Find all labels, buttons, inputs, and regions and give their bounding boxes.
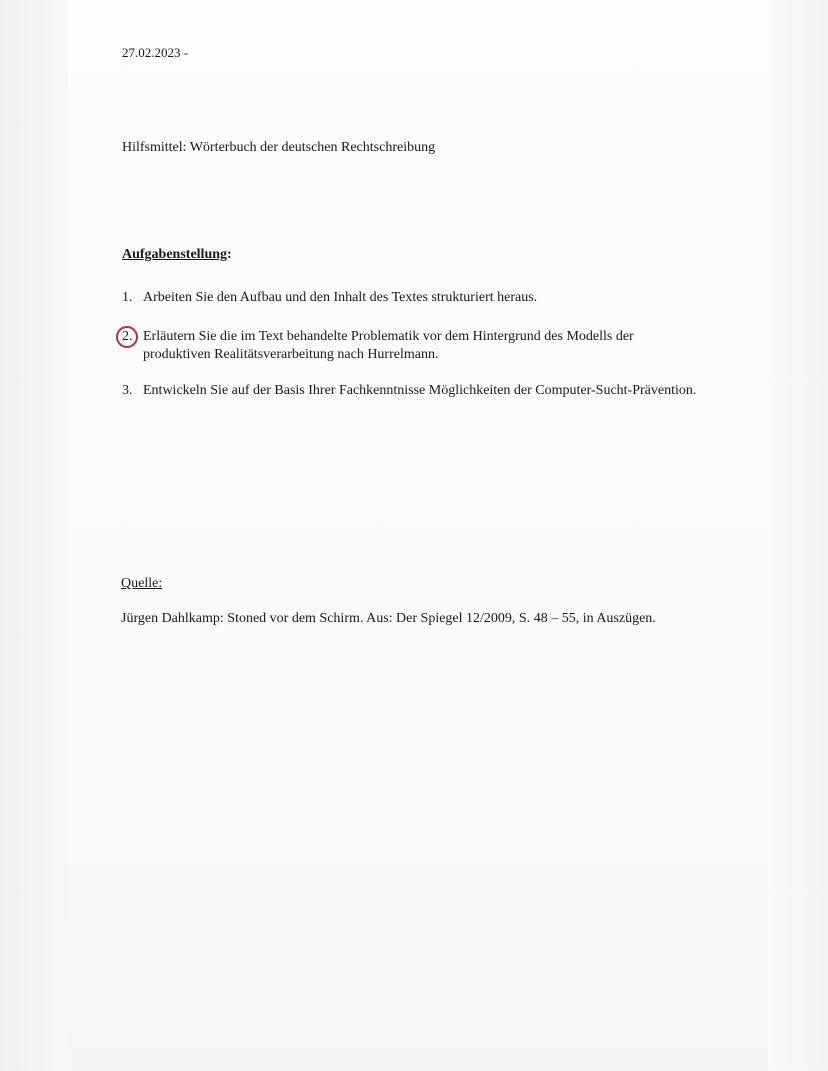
task-heading-text: Aufgabenstellung <box>122 247 228 262</box>
task-heading <box>122 246 232 263</box>
source-heading: Quelle: <box>121 576 163 591</box>
task-number: 2. <box>122 329 133 344</box>
source-citation: Jürgen Dahlkamp: Stoned vor dem Schirm. Aus: Der Spiegel 12/2009, S. 48 – 55, in Auszügen. <box>121 611 656 626</box>
task-number: 1. <box>122 290 133 305</box>
aids-note: Hilfsmittel: Wörterbuch der deutschen Rechtschreibung <box>122 140 436 155</box>
date: 27.02.2023 - <box>122 45 189 60</box>
task-text: Arbeiten Sie den Aufbau und den Inhalt des Textes strukturiert heraus. <box>143 290 538 305</box>
task-text: produktiven Realitätsverarbeitung nach Hurrelmann. <box>143 347 439 362</box>
task-text: Entwickeln Sie auf der Basis Ihrer Fachkenntnisse Möglichkeiten der Computer-Sucht-Prävention. <box>143 383 697 398</box>
paper-sheet <box>68 0 768 1071</box>
task-heading-colon: : <box>227 247 232 262</box>
task-number: 3. <box>122 383 133 398</box>
task-text: Erläutern Sie die im Text behandelte Problematik vor dem Hintergrund des Modells der <box>143 329 634 344</box>
